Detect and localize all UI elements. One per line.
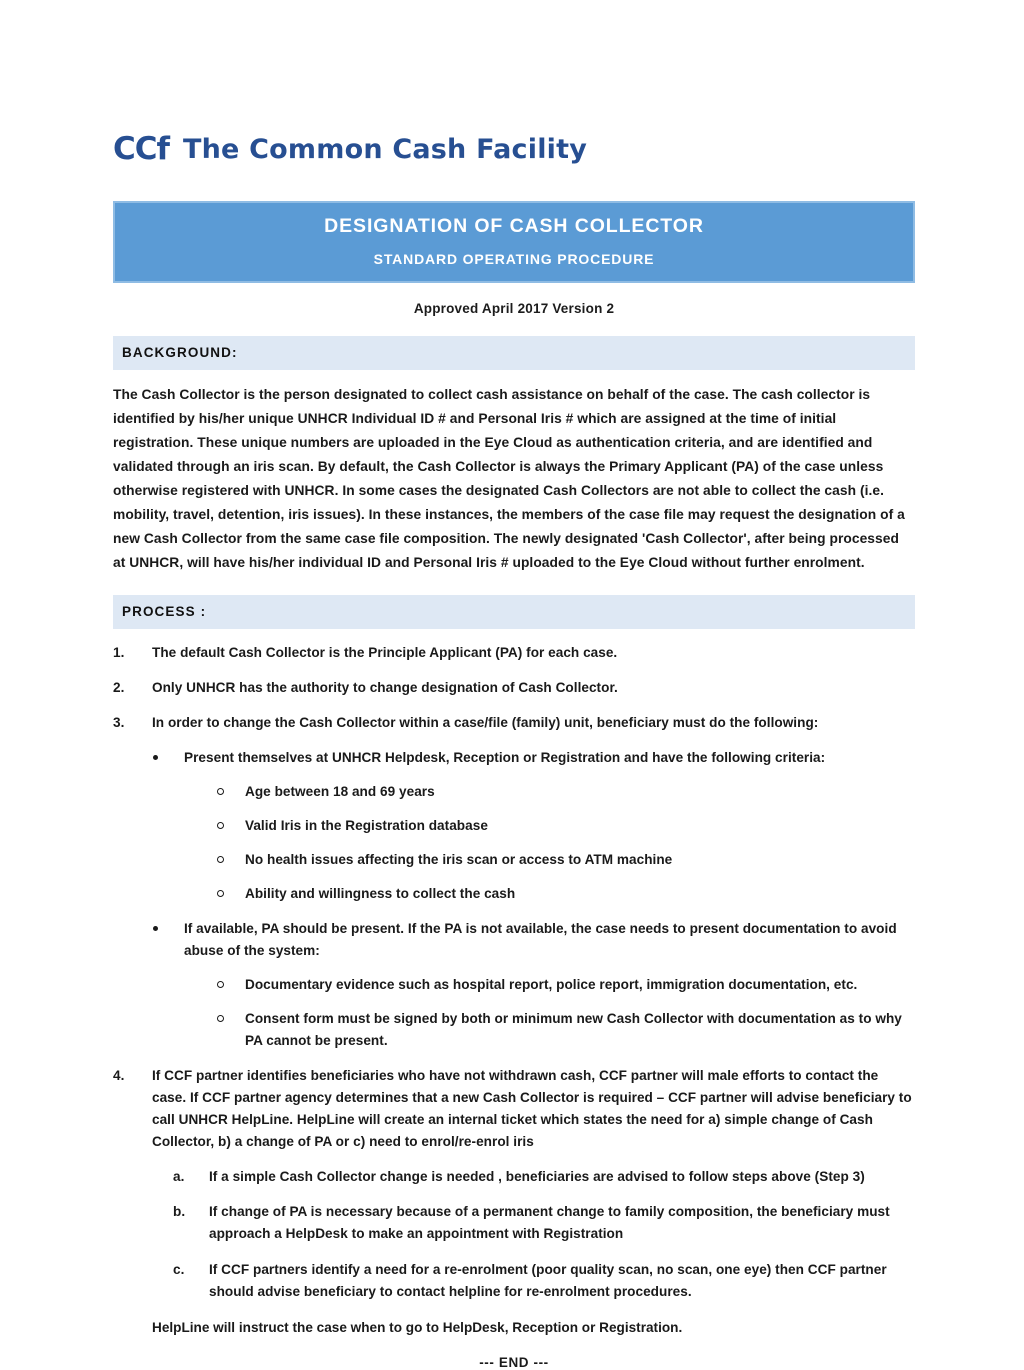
list-item <box>113 1065 915 1153</box>
list-item-text: Consent form must be signed by both or minimum new Cash Collector with documentation as to why PA cannot be present. <box>245 1011 902 1049</box>
list-item <box>113 1008 915 1052</box>
list-item <box>113 815 915 837</box>
list-marker: a. <box>173 1169 185 1185</box>
background-section-band <box>113 336 915 370</box>
list-item-text: Ability and willingness to collect the cash <box>245 886 516 902</box>
background-paragraph: The Cash Collector is the person designated to collect cash assistance on behalf of the case. The cash collector is identified by his/her unique UNHCR Individual ID # and Personal Iris # which are assigned at the time of initial registration. These unique numbers are uploaded in the Eye Cloud as authentication criteria, and are identified and validated through an iris scan. By default, the Cash Collector is always the Primary Applicant (PA) of the case unless otherwise registered with UNHCR. In some cases the designated Cash Collectors are not able to collect the cash (i.e. mobility, travel, detention, iris issues). In these instances, the members of the case file may request the designation of a new Cash Collector from the same case file composition. The newly designated 'Cash Collector', after being processed at UNHCR, will have his/her individual ID and Personal Iris # uploaded to the Eye Cloud without further enrolment. <box>113 387 905 571</box>
title-banner <box>113 201 915 283</box>
bullet-circle-icon <box>217 974 245 996</box>
bullet-circle-icon <box>217 849 245 871</box>
list-item-text: Documentary evidence such as hospital report, police report, immigration documentation, etc. <box>245 977 858 993</box>
bullet-dot-icon <box>153 747 184 769</box>
list-item-text: Present themselves at UNHCR Helpdesk, Reception or Registration and have the following criteria: <box>184 750 826 766</box>
list-item <box>113 642 915 664</box>
list-item <box>113 883 915 905</box>
process-heading: PROCESS : <box>122 604 207 620</box>
background-heading: BACKGROUND: <box>122 345 238 361</box>
closing-note: HelpLine will instruct the case when to go to HelpDesk, Reception or Registration. <box>152 1319 683 1335</box>
list-item <box>113 1166 915 1188</box>
list-marker: 1. <box>113 645 125 661</box>
list-item-text: No health issues affecting the iris scan or access to ATM machine <box>245 852 673 868</box>
process-list <box>113 642 915 1302</box>
list-item-text: If CCF partner identifies beneficiaries who have not withdrawn cash, CCF partner will male efforts to contact the case. If CCF partner agency determines that a new Cash Collector is required – CCF partner will advise beneficiary to call UNHCR HelpLine. HelpLine will create an internal ticket which states the need for a) simple change of Cash Collector, b) a change of PA or c) need to enrol/re-enrol iris <box>152 1068 912 1150</box>
list-item <box>113 918 915 962</box>
list-marker: 4. <box>113 1068 125 1084</box>
list-item-text: If CCF partners identify a need for a re-enrolment (poor quality scan, no scan, one eye) then CCF partner should advise beneficiary to contact helpline for re-enrolment procedures. <box>209 1261 887 1299</box>
approval-line: Approved April 2017 Version 2 <box>413 301 615 317</box>
process-section-band <box>113 595 915 629</box>
list-item-text: If change of PA is necessary because of a permanent change to family composition, the beneficiary must approach a HelpDesk to make an appointment with Registration <box>209 1204 890 1242</box>
list-item-text: In order to change the Cash Collector within a case/file (family) unit, beneficiary must do the following: <box>152 715 819 731</box>
list-item-text: If a simple Cash Collector change is needed , beneficiaries are advised to follow steps above (Step 3) <box>209 1169 865 1185</box>
ccf-logo-wordmark: The Common Cash Facility <box>183 133 588 165</box>
list-item-text: If available, PA should be present. If the PA is not available, the case needs to present documentation to avoid abuse of the system: <box>184 921 897 959</box>
list-item <box>113 1259 915 1303</box>
page-title: DESIGNATION OF CASH COLLECTOR <box>324 215 704 237</box>
bullet-circle-icon <box>217 781 245 803</box>
list-item <box>113 712 915 734</box>
list-item-text: The default Cash Collector is the Principle Applicant (PA) for each case. <box>152 645 618 661</box>
list-item <box>113 1201 915 1245</box>
list-item <box>113 781 915 803</box>
list-item <box>113 974 915 996</box>
list-marker: b. <box>173 1204 186 1220</box>
list-marker: 2. <box>113 680 125 696</box>
list-marker: c. <box>173 1261 185 1277</box>
list-item-text: Valid Iris in the Registration database <box>245 818 488 834</box>
list-item-text: Only UNHCR has the authority to change designation of Cash Collector. <box>152 680 618 696</box>
ccf-logo-mark: CCf <box>113 130 169 167</box>
page-content <box>113 0 915 1370</box>
bullet-circle-icon <box>217 815 245 837</box>
list-item <box>113 747 915 769</box>
ccf-logo <box>113 0 915 180</box>
bullet-circle-icon <box>217 883 245 905</box>
page-subtitle: STANDARD OPERATING PROCEDURE <box>373 251 655 268</box>
bullet-circle-icon <box>217 1008 245 1052</box>
end-marker: --- END --- <box>479 1354 549 1370</box>
list-item-text: Age between 18 and 69 years <box>245 784 435 800</box>
list-marker: 3. <box>113 715 125 731</box>
list-item <box>113 849 915 871</box>
bullet-dot-icon <box>153 918 184 962</box>
list-item <box>113 677 915 699</box>
